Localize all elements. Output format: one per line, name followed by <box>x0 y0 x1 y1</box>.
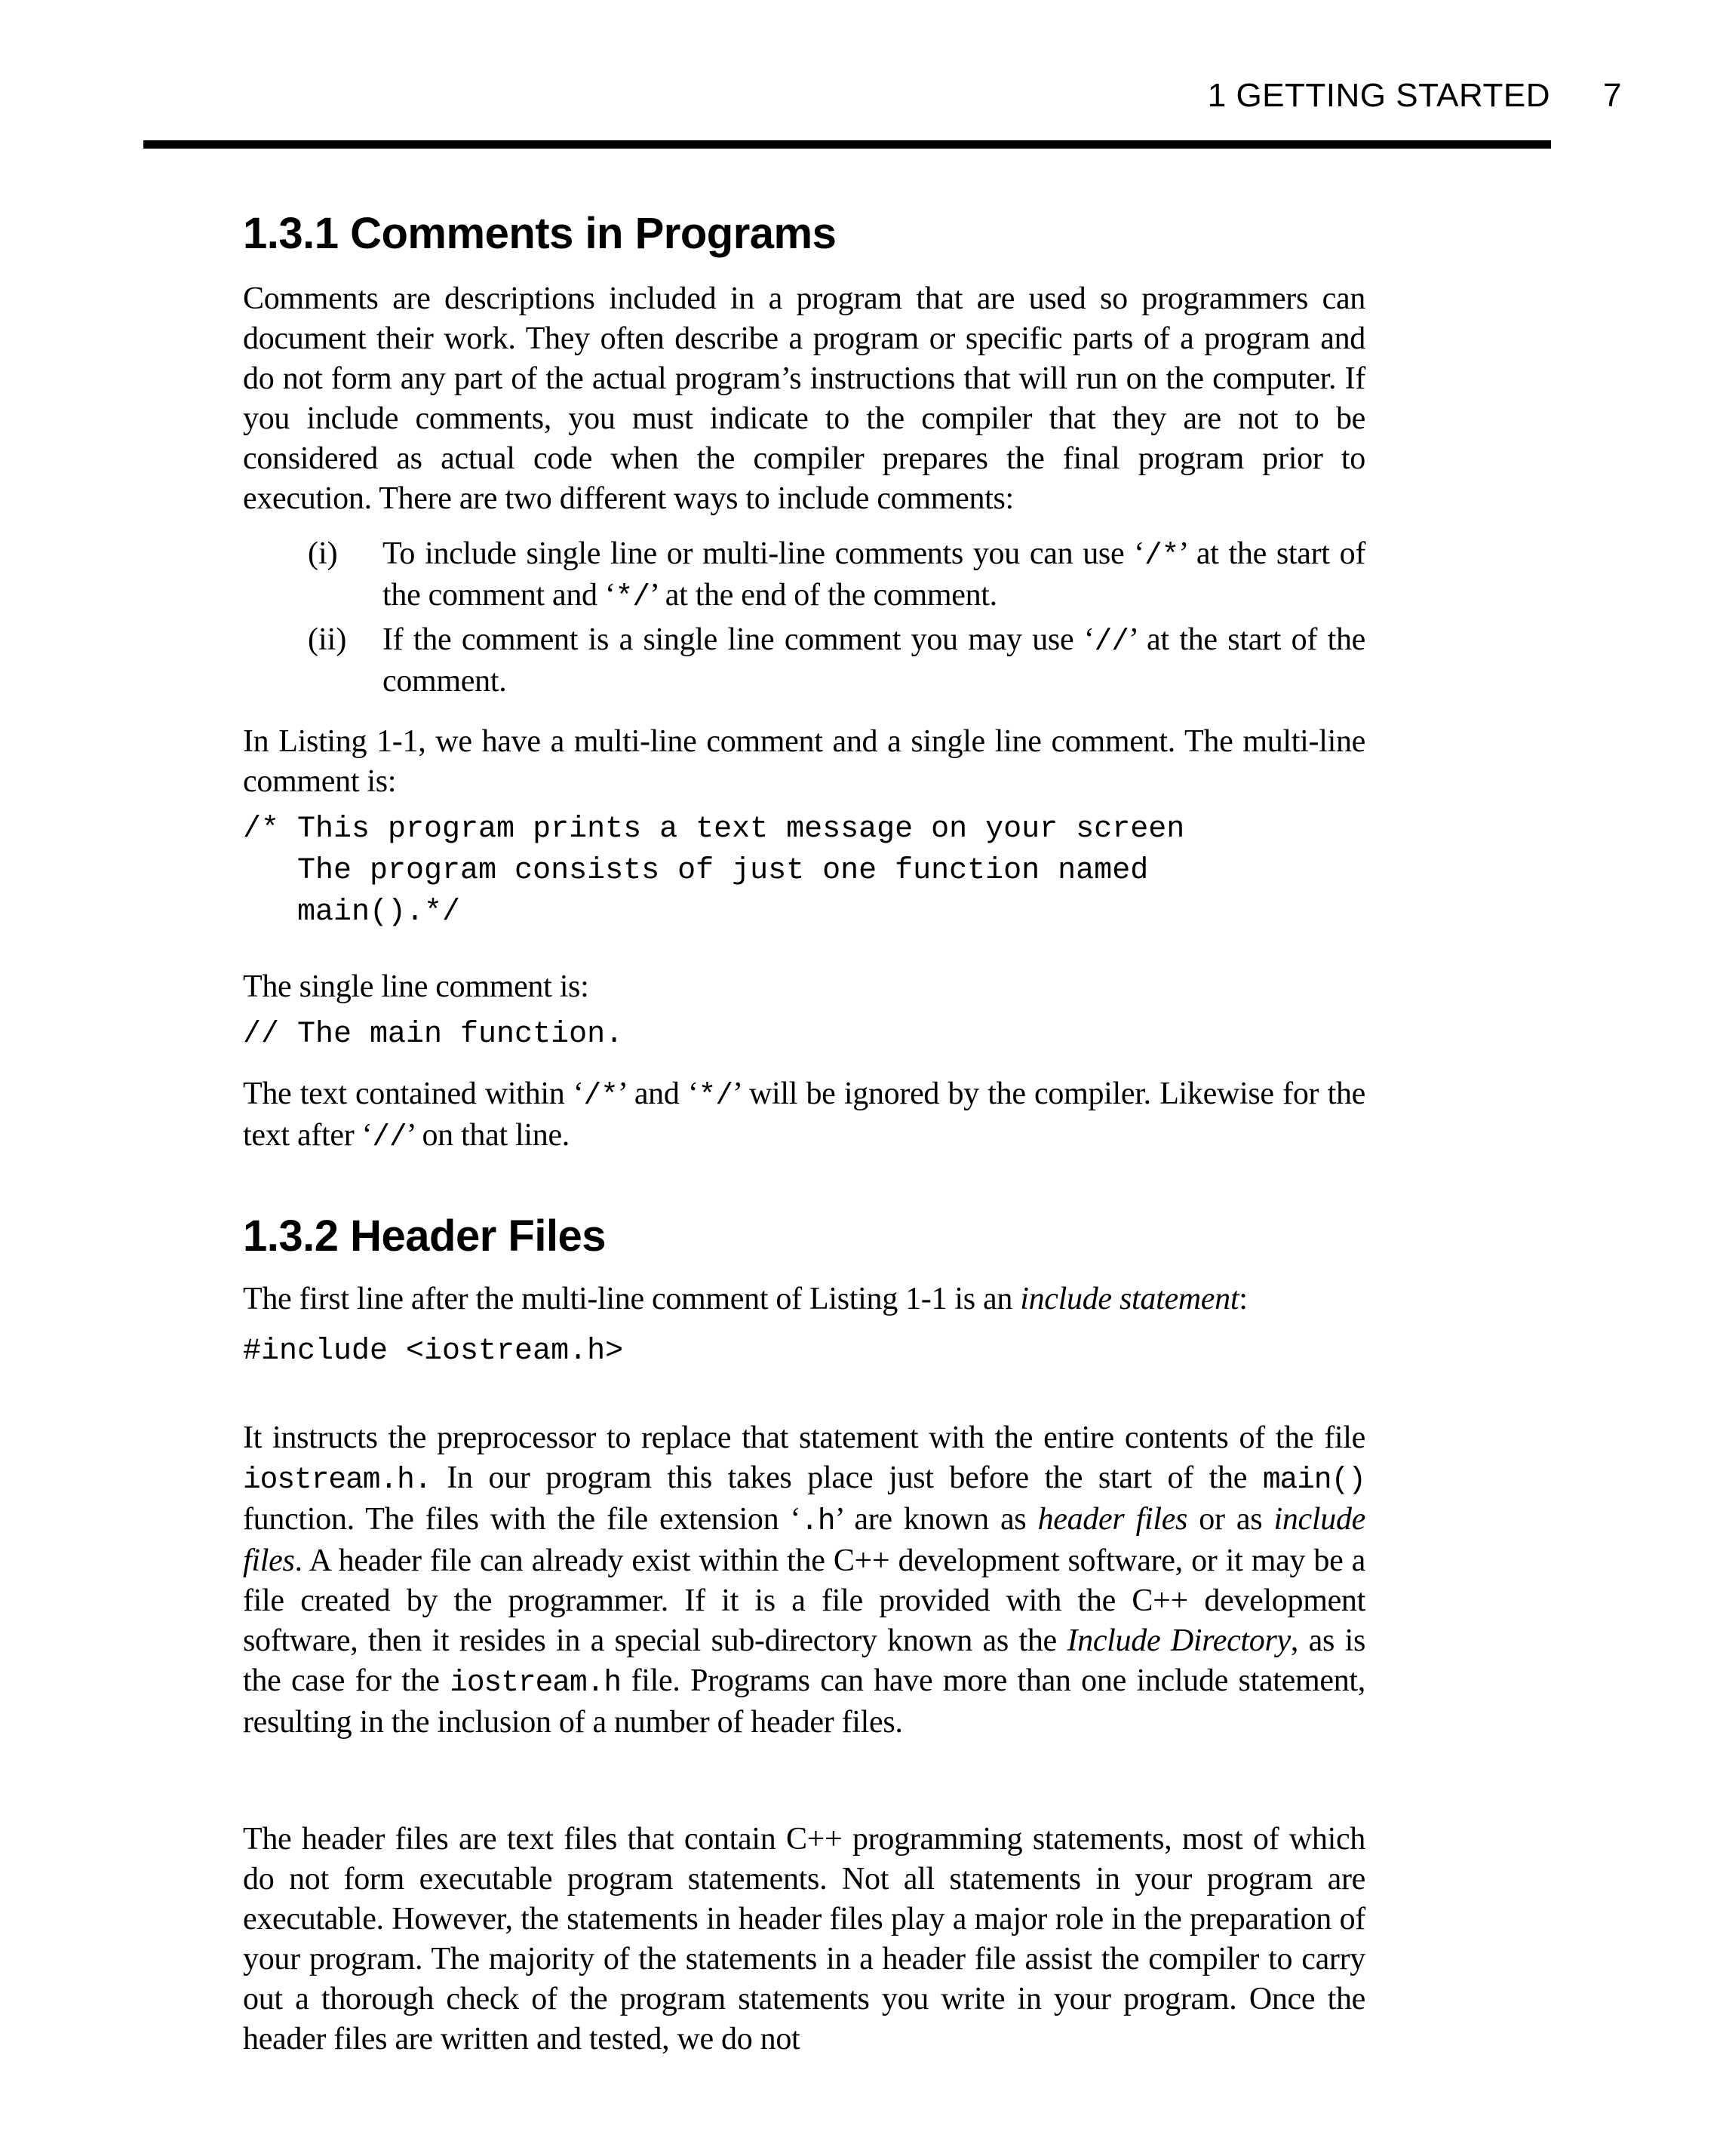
emphasized-term: include statement <box>1020 1282 1239 1316</box>
text-run: The first line after the multi-line comment of Listing 1-1 is an <box>243 1282 1021 1316</box>
paragraph-listing-reference <box>243 722 1365 802</box>
code-line: /* This program prints a text message on your screen <box>243 812 1185 846</box>
running-header-chapter-title: 1 GETTING STARTED <box>1207 77 1551 114</box>
list-item-ii <box>243 620 1365 702</box>
text-run: ’ at the start of the comment. <box>382 622 1365 699</box>
emphasized-term: include files <box>243 1502 1365 1578</box>
text-run: The header files are text files that contain C++ programming statements, most of which do not form executable program statements. Not all statements in your program are executable. However, the statements in header files play a major role in the preparation of your program. The majority of the statements in a header file assist the compiler to carry out a thorough check of the program statements you write in your program. Once the header files are written and tested, we do not <box>243 1822 1365 2056</box>
inline-code: iostream.h <box>450 1666 622 1700</box>
inline-code: // <box>372 1120 407 1154</box>
code-line: The program consists of just one function named <box>243 854 1149 888</box>
text-run: file. Programs can have more than one include statement, resulting in the inclusion of a number of header files. <box>243 1663 1365 1740</box>
paragraph-comments-intro <box>243 279 1365 519</box>
text-run: or as <box>1187 1502 1274 1537</box>
text-run: ’ will be ignored by the compiler. Likewise for the text after ‘ <box>243 1076 1365 1153</box>
list-marker-i: (i) <box>308 536 338 571</box>
paragraph-include-statement-intro <box>243 1279 1365 1319</box>
code-line: #include <iostream.h> <box>243 1334 624 1368</box>
text-run: The single line comment is: <box>243 969 589 1004</box>
list-marker-ii: (ii) <box>308 622 347 657</box>
emphasized-term: Include Directory <box>1067 1623 1291 1658</box>
text-run: To include single line or multi-line comments you can use ‘ <box>382 536 1144 571</box>
text-run: , as is the case for the <box>243 1623 1365 1698</box>
inline-code: /* <box>583 1079 618 1113</box>
inline-code: main() <box>1262 1463 1365 1497</box>
text-run: ’ at the end of the comment. <box>650 578 997 613</box>
inline-code: // <box>1094 625 1129 659</box>
inline-code: */ <box>698 1079 733 1113</box>
text-run: In our program this takes place just before the start of the <box>431 1460 1263 1495</box>
paragraph-header-files-role <box>243 1820 1365 2059</box>
section-heading-1-3-1: 1.3.1 Comments in Programs <box>243 209 837 258</box>
text-run: ’ and ‘ <box>617 1076 699 1111</box>
text-run: : <box>1239 1282 1248 1316</box>
section-heading-1-3-2: 1.3.2 Header Files <box>243 1212 607 1261</box>
text-run: . A header file can already exist within the C++ development software, or it may be a file created by the programmer. If it is a file provided with the C++ development software, then it resides in a special sub-directory known as the <box>243 1543 1365 1658</box>
code-line: main().*/ <box>243 895 461 929</box>
list-item-ii-text <box>382 620 1365 702</box>
text-run: If the comment is a single line comment you may use ‘ <box>382 622 1095 657</box>
running-header <box>0 77 1622 115</box>
code-block-single-comment <box>243 1014 623 1055</box>
page-number: 7 <box>1603 77 1622 114</box>
text-run: It instructs the preprocessor to replace that statement with the entire contents of the file <box>243 1420 1365 1455</box>
inline-code: */ <box>615 580 650 614</box>
list-item-i-text <box>382 534 1365 617</box>
text-run: ’ at the start of the comment and ‘ <box>382 536 1366 613</box>
code-line: // The main function. <box>243 1018 624 1052</box>
text-run: function. The files with the file extension ‘ <box>243 1502 801 1537</box>
emphasized-term: header files <box>1037 1502 1188 1537</box>
text-run: In Listing 1-1, we have a multi-line comment and a single line comment. The multi-line comment is: <box>243 724 1365 799</box>
paragraph-single-line-comment-intro <box>243 967 1365 1007</box>
code-block-multiline-comment <box>243 809 1184 933</box>
paragraph-compiler-ignores <box>243 1074 1365 1157</box>
text-run: Comments are descriptions included in a program that are used so programmers can document their work. They often describe a program or specific parts of a program and do not form any part of the actual program’s instructions that will run on the computer. If you include comments, you must indicate to the compiler that they are not to be considered as actual code when the compiler prepares the final program prior to execution. There are two different ways to include comments: <box>243 281 1365 516</box>
code-block-include <box>243 1331 623 1372</box>
text-run: ’ on that line. <box>406 1118 570 1153</box>
header-rule <box>143 140 1551 149</box>
inline-code: iostream.h. <box>243 1463 432 1497</box>
inline-code: /* <box>1144 539 1179 573</box>
text-run: The text contained within ‘ <box>243 1076 584 1111</box>
paragraph-preprocessor <box>243 1418 1365 1743</box>
text-run: ’ are known as <box>834 1502 1038 1537</box>
inline-code: .h <box>800 1504 835 1538</box>
list-item-i <box>243 534 1365 617</box>
